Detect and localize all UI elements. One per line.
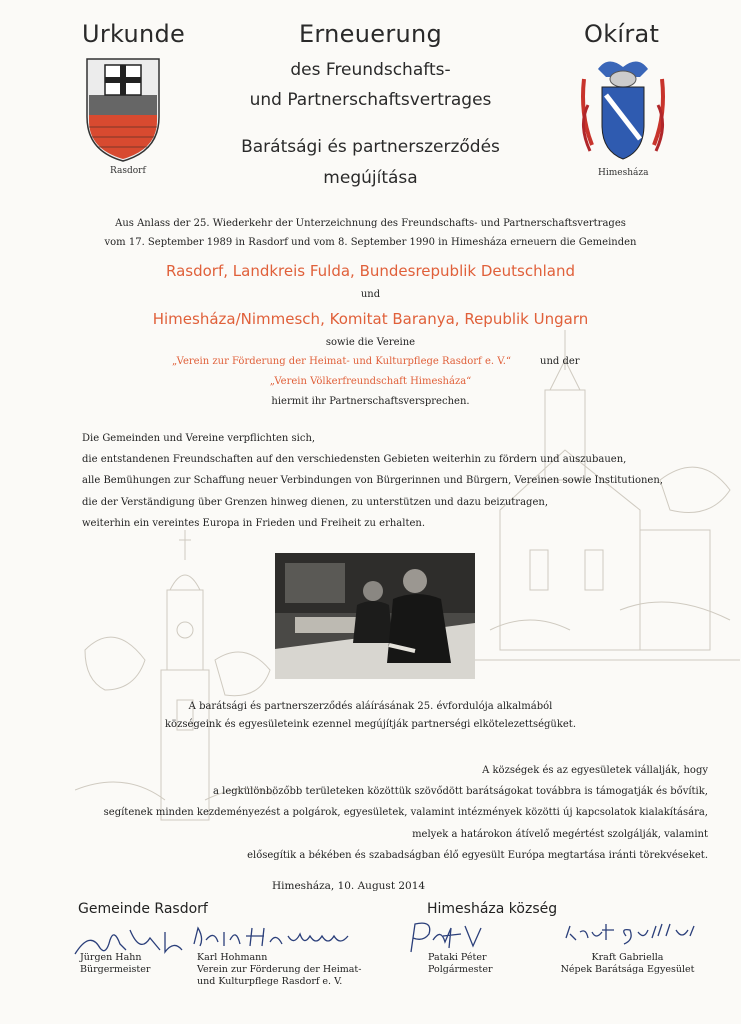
hu-body-line-3: segítenek minden kezdeményezést a polgárok, egyesületek, valamint intézmények közötti új kapcsolatok kialakítására, bbox=[103, 807, 708, 818]
signatory-hahn-name: Jürgen Hahn bbox=[80, 952, 142, 963]
de-und-der: und der bbox=[540, 356, 580, 367]
title-line-3: und Partnerschaftsvertrages bbox=[249, 90, 492, 110]
de-intro-line-2: vom 17. September 1989 in Rasdorf und vom 8. September 1990 in Himesháza erneuern die Gemeinden bbox=[104, 237, 637, 248]
title-line-2: des Freundschafts- bbox=[290, 60, 451, 80]
de-body-line-1: Die Gemeinden und Vereine verpflichten sich, bbox=[82, 433, 316, 444]
hu-title-line-1: Barátsági és partnerszerződés bbox=[241, 137, 500, 157]
signatory-kraft-role: Népek Barátsága Egyesület bbox=[560, 963, 695, 975]
signatory-hahn bbox=[80, 952, 150, 976]
verein-himeshaza: „Verein Völkerfreundschaft Himesháza“ bbox=[269, 376, 472, 387]
signatory-kraft bbox=[560, 952, 695, 976]
party-himeshaza: Himesháza/Nimmesch, Komitat Baranya, Republik Ungarn bbox=[152, 310, 589, 328]
church-sketch-left bbox=[75, 530, 275, 830]
signatory-hohmann-role-1: Verein zur Förderung der Heimat- bbox=[197, 963, 362, 975]
signatory-hohmann-role-2: und Kulturpflege Rasdorf e. V. bbox=[197, 975, 343, 987]
signatory-hohmann-name: Karl Hohmann bbox=[197, 952, 268, 963]
de-hiermit: hiermit ihr Partnerschaftsversprechen. bbox=[271, 396, 470, 407]
de-body-line-4: die der Verständigung über Grenzen hinweg dienen, zu unterstützen und dazu beizutragen, bbox=[82, 497, 548, 508]
verein-rasdorf: „Verein zur Förderung der Heimat- und Kulturpflege Rasdorf e. V.“ bbox=[172, 356, 511, 367]
signatory-pataki-role: Polgármester bbox=[428, 963, 493, 975]
de-body-line-5: weiterhin ein vereintes Europa in Frieden und Freiheit zu erhalten. bbox=[82, 518, 426, 529]
signatory-hahn-role: Bürgermeister bbox=[80, 963, 151, 975]
signature-heading-himeshaza: Himesháza község bbox=[427, 901, 558, 917]
signing-photo bbox=[275, 553, 475, 679]
signatory-pataki-name: Pataki Péter bbox=[428, 952, 487, 963]
signature-pataki-drawing bbox=[403, 918, 493, 956]
left-crest-caption: Rasdorf bbox=[110, 166, 146, 176]
hu-intro-line-2: községeink és egyesületeink ezennel megújítják partnerségi elkötelezettségüket. bbox=[164, 719, 577, 730]
hu-body-line-1: A községek és az egyesületek vállalják, hogy bbox=[482, 765, 708, 776]
title-line-1: Erneuerung bbox=[298, 20, 443, 48]
hu-intro-line-1: A barátsági és partnerszerződés aláírásának 25. évfordulója alkalmából bbox=[188, 701, 553, 712]
date-place: Himesháza, 10. August 2014 bbox=[272, 880, 426, 892]
signatory-hohmann bbox=[197, 952, 361, 988]
left-title: Urkunde bbox=[82, 20, 186, 48]
hu-body-line-5: elősegítik a békében és szabadságban élő egyesült Európa megtartása iránti törekvéseket. bbox=[247, 850, 708, 861]
right-crest-caption: Himesháza bbox=[598, 168, 649, 178]
de-und: und bbox=[360, 289, 381, 300]
right-title: Okírat bbox=[584, 20, 660, 48]
signatory-pataki bbox=[428, 952, 493, 976]
de-body-line-3: alle Bemühungen zur Schaffung neuer Verbindungen von Bürgerinnen und Bürgern, Vereinen sowie Institutionen, bbox=[82, 475, 663, 486]
de-body-line-2: die entstandenen Freundschaften auf den verschiedensten Gebieten weiterhin zu fördern und auszubauen, bbox=[82, 454, 627, 465]
signature-hohmann-drawing bbox=[190, 922, 355, 952]
signatory-kraft-name: Kraft Gabriella bbox=[591, 952, 664, 963]
hu-body-line-4: melyek a határokon átívelő megértést szolgálják, valamint bbox=[412, 829, 708, 840]
de-intro-line-1: Aus Anlass der 25. Wiederkehr der Unterzeichnung des Freundschafts- und Partnerschaftsvertrages bbox=[115, 218, 626, 229]
party-rasdorf: Rasdorf, Landkreis Fulda, Bundesrepublik Deutschland bbox=[166, 262, 575, 280]
de-sowie: sowie die Vereine bbox=[325, 337, 416, 348]
hu-body-line-2: a legkülönbözőbb területeken közöttük szövődött barátságokat továbbra is támogatják és bővítik, bbox=[213, 786, 708, 797]
signature-kraft-drawing bbox=[560, 918, 700, 948]
hu-title-line-2: megújítása bbox=[323, 168, 418, 188]
signature-heading-rasdorf: Gemeinde Rasdorf bbox=[78, 901, 208, 917]
